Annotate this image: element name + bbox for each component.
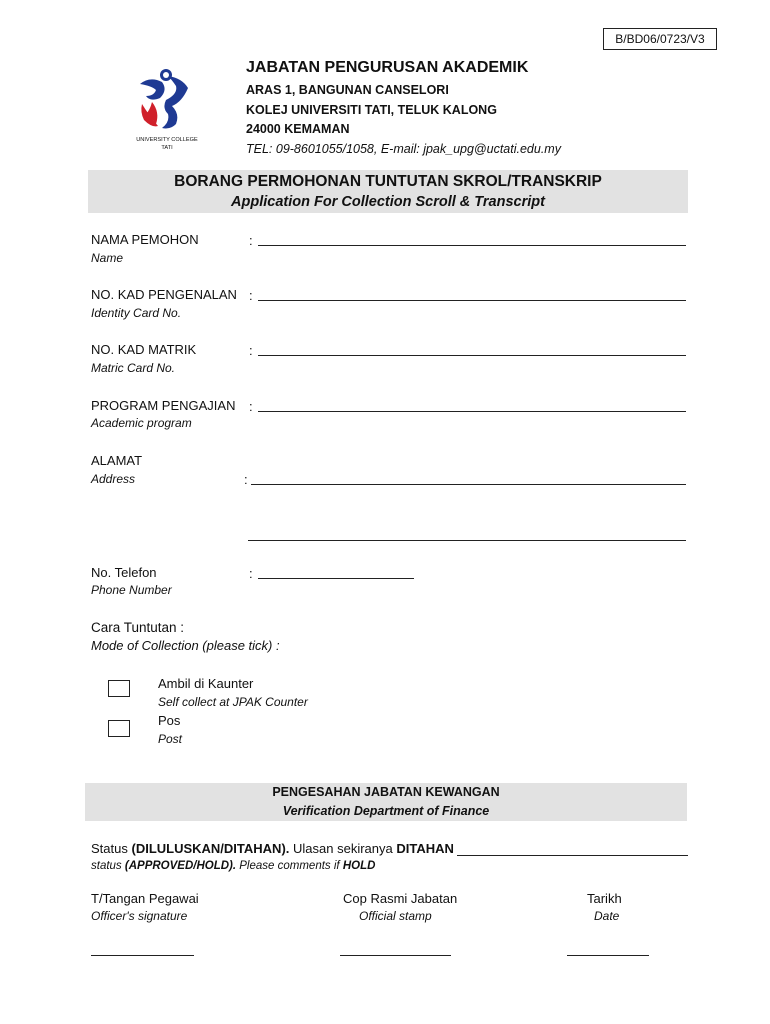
- status-subline: [91, 857, 375, 875]
- address-line-3: 24000 KEMAMAN: [246, 122, 350, 136]
- post-sublabel: Post: [158, 732, 183, 746]
- ic-sublabel: Identity Card No.: [91, 306, 182, 320]
- self-collect-sublabel: Self collect at JPAK Counter: [158, 695, 308, 709]
- stamp-field[interactable]: [340, 955, 451, 956]
- form-title-malay: BORANG PERMOHONAN TUNTUTAN SKROL/TRANSKRIP: [174, 173, 602, 190]
- address-label: ALAMAT: [91, 453, 143, 468]
- address-field-line-1[interactable]: [251, 484, 686, 485]
- name-label: NAMA PEMOHON: [91, 232, 199, 247]
- address-field-line-2[interactable]: [248, 540, 686, 541]
- officer-signature-sublabel: Officer's signature: [91, 909, 188, 923]
- ic-colon: :: [249, 288, 253, 303]
- form-title-band: [88, 170, 688, 213]
- matric-label: NO. KAD MATRIK: [91, 342, 197, 357]
- name-sublabel: Name: [91, 251, 124, 265]
- officer-signature-label: T/Tangan Pegawai: [91, 891, 199, 906]
- address-colon: :: [244, 472, 248, 487]
- phone-label: No. Telefon: [91, 565, 157, 580]
- university-logo: [132, 62, 202, 152]
- date-sublabel: Date: [594, 909, 620, 923]
- post-label: Pos: [158, 713, 181, 728]
- stamp-sublabel: Official stamp: [359, 909, 432, 923]
- self-collect-checkbox[interactable]: [108, 680, 130, 697]
- status-sub-prefix: status: [91, 860, 122, 872]
- address-line-2: KOLEJ UNIVERSITI TATI, TELUK KALONG: [246, 102, 497, 117]
- ic-field[interactable]: [258, 300, 686, 301]
- collection-sublabel: Mode of Collection (please tick) :: [91, 638, 280, 653]
- svg-text:TATI: TATI: [161, 145, 173, 151]
- officer-signature-field[interactable]: [91, 955, 194, 956]
- phone-sublabel: Phone Number: [91, 583, 172, 597]
- matric-field[interactable]: [258, 355, 686, 356]
- phone-field[interactable]: [258, 578, 414, 579]
- program-field[interactable]: [258, 411, 686, 412]
- contact-line: TEL: 09-8601055/1058, E-mail: jpak_upg@uctati.edu.my: [246, 141, 561, 156]
- status-sub-prompt: Please comments if: [239, 860, 340, 872]
- name-field[interactable]: [258, 245, 686, 246]
- status-hold-word: DITAHAN: [396, 841, 454, 856]
- status-line: [91, 839, 454, 858]
- address-sublabel: Address: [91, 472, 136, 486]
- date-field[interactable]: [567, 955, 649, 956]
- post-checkbox[interactable]: [108, 720, 130, 737]
- program-label: PROGRAM PENGAJIAN: [91, 398, 236, 413]
- organisation-header: [246, 58, 561, 159]
- status-options: (DILULUSKAN/DITAHAN).: [131, 841, 290, 856]
- status-prefix: Status: [91, 841, 128, 856]
- department-title: JABATAN PENGURUSAN AKADEMIK: [246, 59, 529, 76]
- form-title-english: Application For Collection Scroll & Transcript: [231, 194, 545, 210]
- finance-title-malay: PENGESAHAN JABATAN KEWANGAN: [272, 785, 500, 799]
- name-colon: :: [249, 233, 253, 248]
- ic-label: NO. KAD PENGENALAN: [91, 287, 237, 302]
- status-comment-prompt: Ulasan sekiranya: [293, 841, 393, 856]
- program-sublabel: Academic program: [91, 416, 192, 430]
- status-sub-options: (APPROVED/HOLD).: [124, 860, 237, 872]
- matric-sublabel: Matric Card No.: [91, 361, 176, 375]
- finance-verification-band: [85, 783, 687, 821]
- matric-colon: :: [249, 343, 253, 358]
- collection-label: Cara Tuntutan :: [91, 620, 185, 635]
- address-line-1: ARAS 1, BANGUNAN CANSELORI: [246, 83, 449, 97]
- svg-text:UNIVERSITY COLLEGE: UNIVERSITY COLLEGE: [136, 137, 198, 143]
- finance-title-english: Verification Department of Finance: [282, 804, 490, 818]
- phone-colon: :: [249, 566, 253, 581]
- logo-emblem-icon: [132, 62, 202, 152]
- self-collect-label: Ambil di Kaunter: [158, 676, 254, 691]
- status-sub-hold: HOLD: [342, 860, 376, 872]
- document-code: B/BD06/0723/V3: [603, 28, 717, 50]
- status-comment-field[interactable]: [457, 855, 688, 856]
- program-colon: :: [249, 399, 253, 414]
- date-label: Tarikh: [587, 891, 622, 906]
- stamp-label: Cop Rasmi Jabatan: [343, 891, 458, 906]
